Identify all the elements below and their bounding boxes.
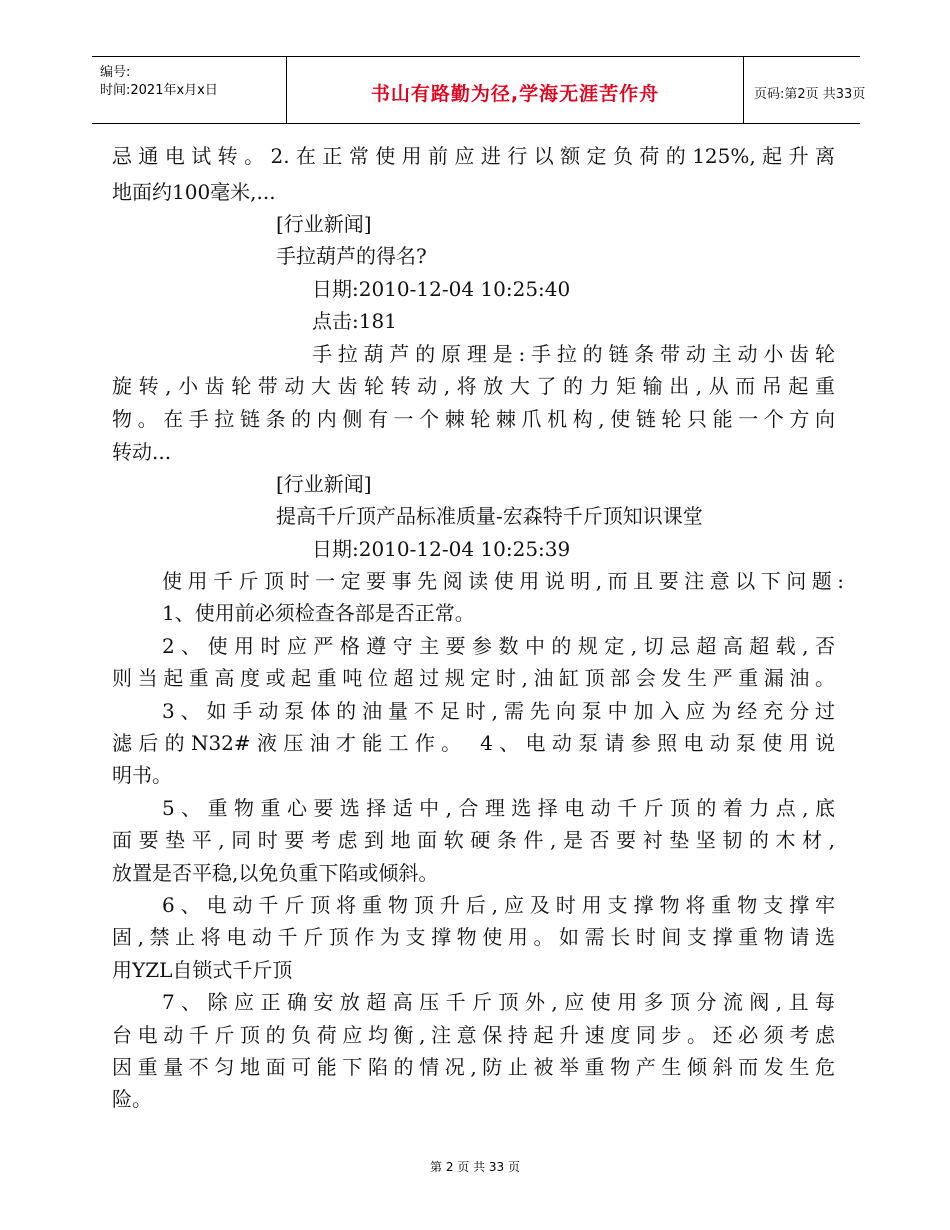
news-date: 日期:2010-12-04 10:25:39 bbox=[312, 537, 571, 561]
body-line: 5、重物重心要选择适中,合理选择电动千斤顶的着力点,底 bbox=[162, 796, 835, 820]
news-title: 提高千斤顶产品标准质量-宏森特千斤顶知识课堂 bbox=[276, 504, 703, 528]
news-category: [行业新闻] bbox=[276, 212, 372, 236]
body-line: 旋转,小齿轮带动大齿轮转动,将放大了的力矩输出,从而吊起重 bbox=[112, 374, 835, 398]
body-line: 2、使用时应严格遵守主要参数中的规定,切忌超高超载,否 bbox=[162, 634, 835, 658]
header-motto: 书山有路勤为径,学海无涯苦作舟 bbox=[370, 83, 660, 105]
news-title: 手拉葫芦的得名? bbox=[276, 244, 427, 268]
body-line: 1、使用前必须检查各部是否正常。 bbox=[162, 601, 475, 625]
page-footer: 第 2 页 共 33 页 bbox=[430, 1160, 520, 1174]
body-line: 转动... bbox=[112, 440, 172, 464]
body-line: 因重量不匀地面可能下陷的情况,防止被举重物产生倾斜而发生危 bbox=[112, 1055, 835, 1079]
body-line: 手拉葫芦的原理是:手拉的链条带动主动小齿轮 bbox=[312, 342, 835, 366]
body-line: 放置是否平稳,以免负重下陷或倾斜。 bbox=[112, 861, 439, 885]
body-line: 则当起重高度或起重吨位超过规定时,油缸顶部会发生严重漏油。 bbox=[112, 666, 835, 690]
news-clicks: 点击:181 bbox=[312, 309, 397, 333]
document-time-label: 时间:2021年x月x日 bbox=[100, 83, 218, 98]
body-line: 面要垫平,同时要考虑到地面软硬条件,是否要衬垫坚韧的木材, bbox=[112, 828, 835, 852]
body-line: 3、如手动泵体的油量不足时,需先向泵中加入应为经充分过 bbox=[162, 699, 835, 723]
news-date: 日期:2010-12-04 10:25:40 bbox=[312, 277, 571, 301]
news-category: [行业新闻] bbox=[276, 472, 372, 496]
body-line: 滤后的N32#液压油才能工作。 4、电动泵请参照电动泵使用说 bbox=[112, 731, 835, 755]
body-line: 物。在手拉链条的内侧有一个棘轮棘爪机构,使链轮只能一个方向 bbox=[112, 407, 835, 431]
body-line: 使用千斤顶时一定要事先阅读使用说明,而且要注意以下问题: bbox=[162, 569, 844, 593]
body-line: 地面约100毫米,... bbox=[112, 180, 276, 204]
body-line: 7、除应正确安放超高压千斤顶外,应使用多顶分流阀,且每 bbox=[162, 990, 835, 1014]
body-line: 固,禁止将电动千斤顶作为支撑物使用。如需长时间支撑重物请选 bbox=[112, 925, 835, 949]
body-line: 忌通电试转。2.在正常使用前应进行以额定负荷的125%,起升离 bbox=[112, 144, 835, 168]
document-number-label: 编号: bbox=[100, 65, 131, 80]
body-line: 用YZL自锁式千斤顶 bbox=[112, 958, 293, 982]
body-line: 6、电动千斤顶将重物顶升后,应及时用支撑物将重物支撑牢 bbox=[162, 893, 835, 917]
body-line: 险。 bbox=[112, 1087, 152, 1111]
body-line: 明书。 bbox=[112, 763, 172, 787]
header-page-code: 页码:第2页 共33页 bbox=[754, 87, 866, 102]
body-line: 台电动千斤顶的负荷应均衡,注意保持起升速度同步。还必须考虑 bbox=[112, 1023, 835, 1047]
